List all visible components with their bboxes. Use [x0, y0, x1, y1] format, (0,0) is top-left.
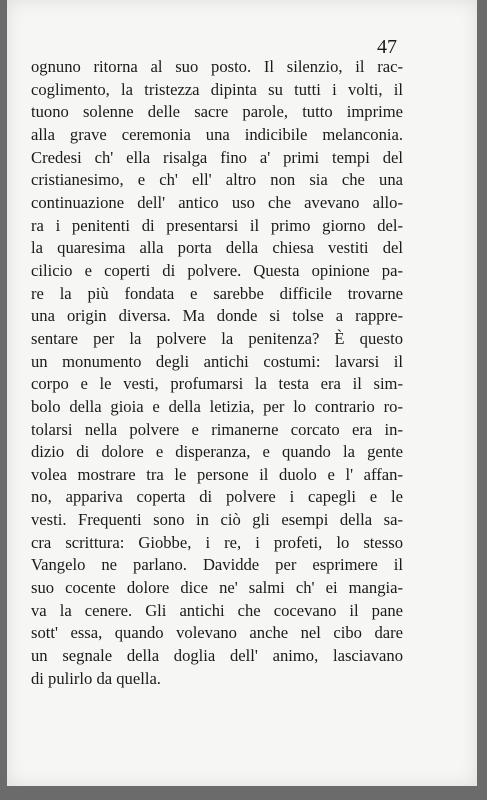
- body-text: [31, 56, 403, 690]
- text-line: una origin diversa. Ma donde si tolse a rappre-: [31, 306, 403, 326]
- text-line: va la cenere. Gli antichi che cocevano il pane: [31, 600, 403, 620]
- text-line: vesti. Frequenti sono in ciò gli esempi della sa-: [31, 510, 403, 530]
- text-line: tuono solenne delle sacre parole, tutto imprime: [31, 102, 403, 122]
- text-line: tolarsi nella polvere e rimanerne corcato era in-: [31, 419, 403, 439]
- text-line: alla grave ceremonia una indicibile melanconia.: [31, 124, 403, 144]
- text-line: coglimento, la tristezza dipinta su tutti i volti, il: [31, 79, 403, 99]
- book-page: [7, 0, 477, 786]
- text-line: sott' essa, quando volevano anche nel cibo dare: [31, 623, 403, 643]
- text-line: volea mostrare tra le persone il duolo e l' affan-: [31, 464, 403, 484]
- text-line: di pulirlo da quella.: [31, 668, 161, 688]
- text-line: suo cocente dolore dice ne' salmi ch' ei mangia-: [31, 578, 403, 598]
- text-line: corpo e le vesti, profumarsi la testa era il sim-: [31, 374, 403, 394]
- text-line: continuazione dell' antico uso che avevano allo-: [31, 192, 403, 212]
- text-line: no, appariva coperta di polvere i capegli e le: [31, 487, 403, 507]
- text-line: Credesi ch' ella risalga fino a' primi tempi del: [31, 147, 403, 167]
- text-line: ra i penitenti di presentarsi il primo giorno del-: [31, 215, 403, 235]
- text-line: cilicio e coperti di polvere. Questa opinione pa-: [31, 260, 403, 280]
- text-line: cra scrittura: Giobbe, i re, i profeti, lo stesso: [31, 532, 403, 552]
- text-line: re la più fondata e sarebbe difficile trovarne: [31, 283, 403, 303]
- text-line: un monumento degli antichi costumi: lavarsi il: [31, 351, 403, 371]
- text-line: sentare per la polvere la penitenza? È questo: [31, 328, 403, 348]
- text-line: Vangelo ne parlano. Davidde per esprimere il: [31, 555, 403, 575]
- text-line: la quaresima alla porta della chiesa vestiti del: [31, 238, 403, 258]
- text-line: un segnale della doglia dell' animo, lasciavano: [31, 646, 403, 666]
- text-line: dizio di dolore e disperanza, e quando la gente: [31, 442, 403, 462]
- text-line: ognuno ritorna al suo posto. Il silenzio, il rac-: [31, 57, 403, 76]
- text-line: bolo della gioia e della letizia, per lo contrario ro-: [31, 396, 403, 416]
- page-number: 47: [377, 36, 397, 58]
- text-line: cristianesimo, e ch' ell' altro non sia che una: [31, 170, 403, 190]
